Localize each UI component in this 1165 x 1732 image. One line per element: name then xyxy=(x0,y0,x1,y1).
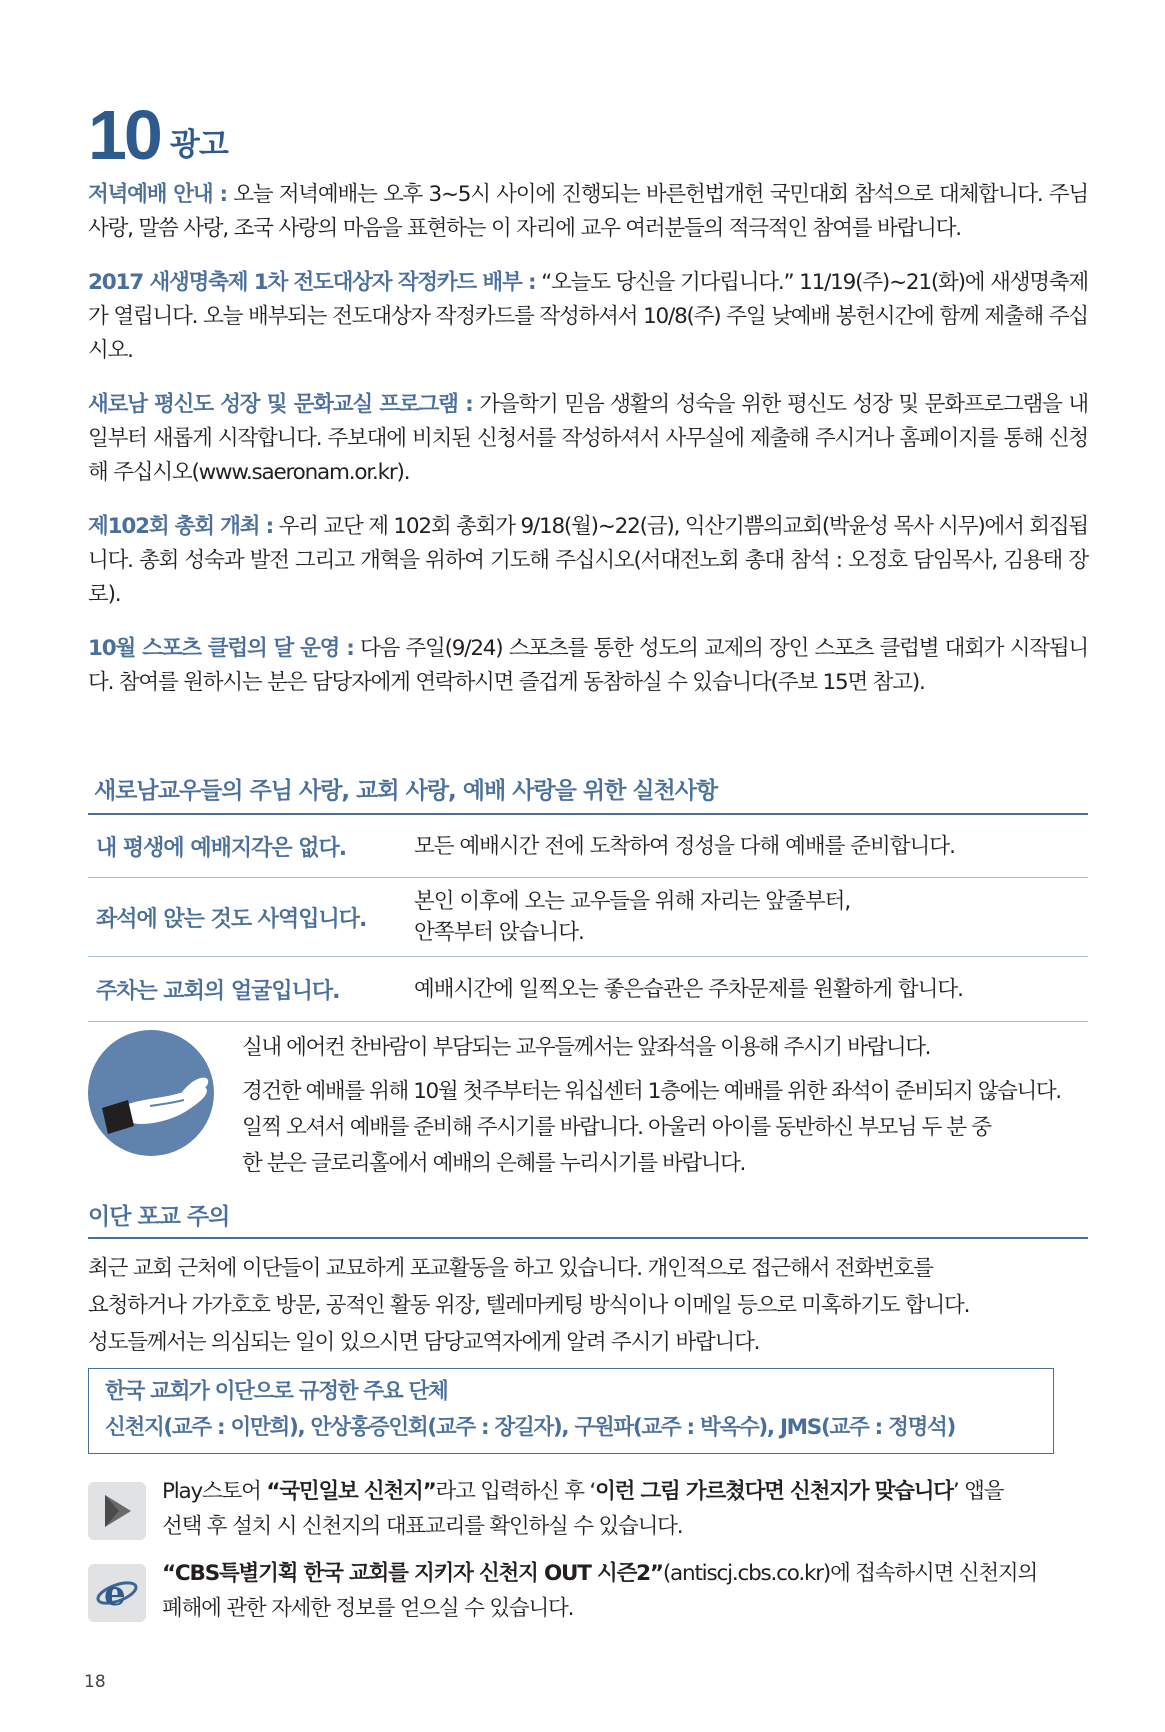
section-number: 10 xyxy=(88,96,160,174)
notice-label: 새로남 평신도 성장 및 문화교실 프로그램 : xyxy=(88,392,473,417)
heresy-warning-body: 최근 교회 근처에 이단들이 교묘하게 포교활동을 하고 있습니다. 개인적으로 접근해서 전화번호를 요청하거나 가가호호 방문, 공적인 활동 위장, 텔레마케팅 방식이나 이메일 등으로 미혹하기도 합니다. 성도들께서는 의심되는 일이 있으시면 담당교역자에게 알려 주시기 바랍니다. xyxy=(88,1256,970,1355)
seating-notice xyxy=(242,1030,1092,1182)
heresy-groups-list: 신천지(교주 : 이만희), 안상홍증인회(교주 : 장길자), 구원파(교주 : 박옥수), JMS(교주 : 정명석) xyxy=(105,1415,956,1440)
playstore-text: Play스토어 “국민일보 신천지”라고 입력하신 후 ‘이런 그림 가르쳤다면 신천지가 맞습니다’ 앱을 선택 후 설치 시 신천지의 대표교리를 확인하실 수 있습니다. xyxy=(162,1479,1004,1539)
notice-list xyxy=(88,178,1088,720)
notice-text: “오늘도 당신을 기다립니다.” 11/19(주)~21(화)에 새생명축제가 열립니다. 오늘 배부되는 전도대상자 작정카드를 작성하셔서 10/8(주) 주일 낮예배 봉헌시간에 함께 제출해 주십시오. xyxy=(88,270,1088,363)
notice-label: 제102회 총회 개최 : xyxy=(88,514,273,539)
heresy-divider xyxy=(88,1237,1088,1239)
web-notice xyxy=(88,1556,1088,1626)
practice-row xyxy=(88,878,1088,957)
practice-label: 주차는 교회의 얼굴입니다. xyxy=(96,978,340,1004)
notice-text: 오늘 저녁예배는 오후 3~5시 사이에 진행되는 바른헌법개헌 국민대회 참석으로 대체합니다. 주님 사랑, 말씀 사랑, 조국 사랑의 마음을 표현하는 이 자리에 교우 여러분들의 적극적인 참여를 바랍니다. xyxy=(88,182,1088,241)
worship-center-notice-line: 경건한 예배를 위해 10월 첫주부터는 워십센터 1층에는 예배를 위한 좌석이 준비되지 않습니다. xyxy=(242,1079,1061,1104)
aircon-notice: 실내 에어컨 찬바람이 부담되는 교우들께서는 앞좌석을 이용해 주시기 바랍니다. xyxy=(242,1035,931,1060)
practice-text: 본인 이후에 오는 교우들을 위해 자리는 앞줄부터, 안쪽부터 앉습니다. xyxy=(414,889,851,945)
section-header xyxy=(88,96,228,174)
notice-new-life-festival xyxy=(88,266,1088,368)
practice-label: 내 평생에 예배지각은 없다. xyxy=(96,835,347,861)
notice-general-assembly xyxy=(88,510,1088,612)
notice-sports-club xyxy=(88,632,1088,700)
open-hand-icon xyxy=(88,1030,214,1156)
worship-center-notice-line: 일찍 오셔서 예배를 준비해 주시기를 바랍니다. 아울러 아이를 동반하신 부모님 두 분 중 xyxy=(242,1115,991,1140)
practice-table xyxy=(88,813,1088,1022)
playstore-notice xyxy=(88,1474,1088,1544)
notice-label: 10월 스포츠 클럽의 달 운영 : xyxy=(88,636,354,661)
notice-text: 가을학기 믿음 생활의 성숙을 위한 평신도 성장 및 문화프로그램을 내일부터 새롭게 시작합니다. 주보대에 비치된 신청서를 작성하셔서 사무실에 제출해 주시거나 홈페이지를 통해 신청해 주십시오(www.saeronam.or.kr). xyxy=(88,392,1088,485)
practice-title: 새로남교우들의 주님 사랑, 교회 사랑, 예배 사랑을 위한 실천사항 xyxy=(94,778,718,804)
notice-text: 다음 주일(9/24) 스포츠를 통한 성도의 교제의 장인 스포츠 클럽별 대회가 시작됩니다. 참여를 원하시는 분은 담당자에게 연락하시면 즐겁게 동참하실 수 있습니다(주보 15면 참고). xyxy=(88,636,1088,695)
notice-evening-service xyxy=(88,178,1088,246)
heresy-groups-title: 한국 교회가 이단으로 규정한 주요 단체 xyxy=(105,1379,448,1404)
notice-culture-program xyxy=(88,388,1088,490)
practice-text: 예배시간에 일찍오는 좋은습관은 주차문제를 원활하게 합니다. xyxy=(414,976,964,1002)
practice-label: 좌석에 앉는 것도 사역입니다. xyxy=(96,906,367,932)
heresy-warning-title: 이단 포교 주의 xyxy=(88,1204,230,1230)
page-number: 18 xyxy=(84,1672,106,1692)
web-text: “CBS특별기획 한국 교회를 지키자 신천지 OUT 시즌2”(antiscj.cbs.co.kr)에 접속하시면 신천지의 폐해에 관한 자세한 정보를 얻으실 수 있습니다. xyxy=(162,1561,1038,1621)
play-store-icon xyxy=(88,1482,146,1540)
internet-explorer-icon xyxy=(88,1564,146,1622)
section-title: 광고 xyxy=(169,127,228,163)
notice-label: 2017 새생명축제 1차 전도대상자 작정카드 배부 : xyxy=(88,270,536,295)
svg-text:e: e xyxy=(104,1574,126,1613)
notice-label: 저녁예배 안내 : xyxy=(88,182,227,207)
practice-row xyxy=(88,957,1088,1022)
heresy-groups-box xyxy=(88,1368,1054,1454)
worship-center-notice-line: 한 분은 글로리홀에서 예배의 은혜를 누리시기를 바랍니다. xyxy=(242,1151,745,1176)
practice-row xyxy=(88,815,1088,878)
notice-text: 우리 교단 제 102회 총회가 9/18(월)~22(금), 익산기쁨의교회(박윤성 목사 시무)에서 회집됩니다. 총회 성숙과 발전 그리고 개혁을 위하여 기도해 주십시오(서대전노회 총대 참석 : 오정호 담임목사, 김용태 장로). xyxy=(88,514,1088,607)
practice-text: 모든 예배시간 전에 도착하여 정성을 다해 예배를 준비합니다. xyxy=(414,833,955,859)
